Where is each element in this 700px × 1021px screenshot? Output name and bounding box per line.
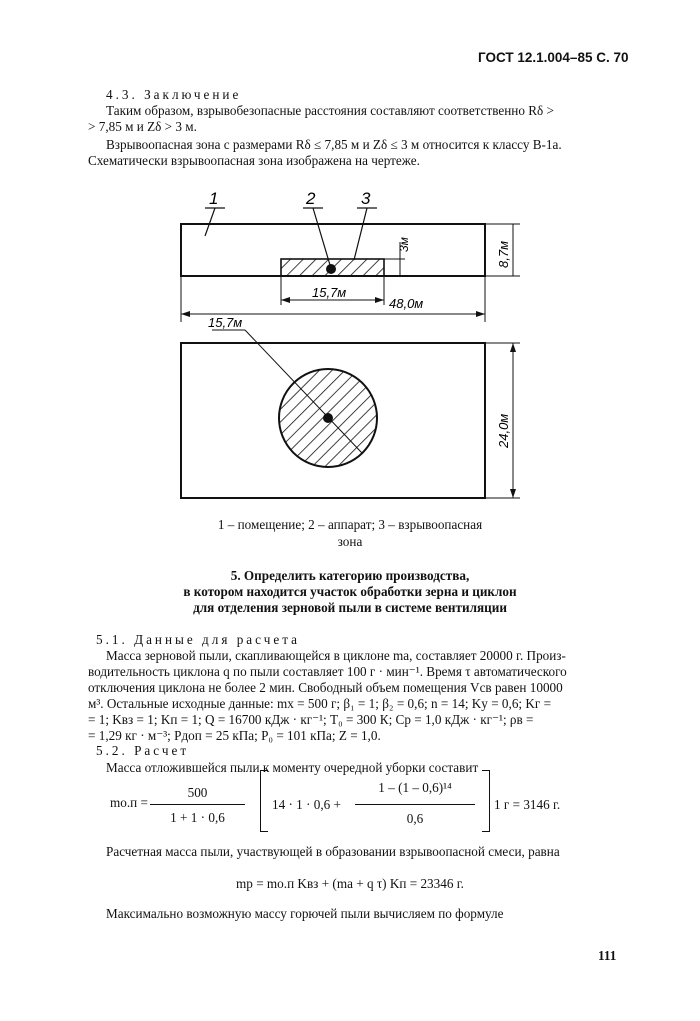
sec51-line-1: Масса зерновой пыли, скапливающейся в циклоне mа, составляет 20000 г. Произ-: [106, 648, 566, 663]
formula1-tail: 1 г = 3146 г.: [494, 797, 561, 812]
sec51-line-2: водительность циклона q по пыли составляет 100 г · мин⁻¹. Время τ автоматического: [88, 664, 567, 679]
formula1-den: 1 + 1 · 0,6: [170, 810, 225, 825]
label-1: 1: [209, 189, 219, 208]
sec51-line-6: = 1,29 кг · м⁻³; Pдоп = 25 кПа; P₀ = 101 кПа; Z = 1,0.: [88, 728, 381, 743]
formula1-inner-bar: [355, 804, 475, 805]
sec51-line-3: отключения циклона не более 2 мин. Свободный объем помещения Vсв равен 10000: [88, 680, 563, 695]
section-5-1-title: 5.1. Данные для расчета: [96, 632, 301, 647]
legend-line-1: 1 – помещение; 2 – аппарат; 3 – взрывоопасная: [217, 517, 483, 532]
formula-2: mр = mо.п Kвз + (mа + q τ) Kп = 23346 г.: [236, 876, 464, 891]
sec43-line-1: Таким образом, взрывобезопасные расстояния составляют соответственно Rδ >: [106, 103, 554, 118]
section-5-2-title: 5.2. Расчет: [96, 743, 190, 758]
formula1-lhs: mо.п =: [110, 795, 148, 810]
apparatus-elevation: [326, 264, 336, 274]
page-number: 111: [598, 948, 617, 963]
left-bracket: [260, 770, 268, 832]
sec43-line-4: Схематически взрывоопасная зона изображена на чертеже.: [88, 153, 420, 168]
formula1-inner-den: 0,6: [406, 811, 424, 826]
formula1-term: 14 · 1 · 0,6 +: [272, 797, 341, 812]
sec43-line-2: > 7,85 м и Zδ > 3 м.: [88, 119, 197, 134]
sec5-title-2: в котором находится участок обработки зерна и циклон: [183, 584, 517, 599]
sec5-title-1: 5. Определить категорию производства,: [230, 568, 470, 583]
right-bracket: [482, 770, 490, 832]
formula1-num: 500: [187, 785, 208, 800]
dim-8-7m: 8,7м: [496, 241, 511, 268]
dim-24m: 24,0м: [496, 413, 511, 448]
dim-3m: 3м: [397, 237, 411, 252]
sec51-line-5: = 1; Kвз = 1; Kп = 1; Q = 16700 кДж · кг⁻¹; T₀ = 300 К; Cр = 1,0 кДж · кг⁻¹; ρв =: [88, 712, 534, 727]
section-4-3-title: 4.3. Заключение: [106, 87, 242, 102]
dim-15-7m-b: 15,7м: [208, 315, 243, 330]
page-header: ГОСТ 12.1.004–85 С. 70: [478, 50, 629, 65]
formula1-inner-num: 1 – (1 – 0,6)¹⁴: [378, 780, 452, 795]
sec5-title-3: для отделения зерновой пыли в системе вентиляции: [193, 600, 507, 615]
dim-48m: 48,0м: [389, 296, 424, 311]
sec52-line-1: Масса отложившейся пыли к моменту очередной уборки составит: [106, 760, 479, 775]
para-max-mass: Максимально возможную массу горючей пыли вычисляем по формуле: [106, 906, 504, 921]
sec51-line-4: м³. Остальные исходные данные: mх = 500 г; β₁ = 1; β₂ = 0,6; n = 14; Kу = 0,6; Kг =: [88, 696, 552, 711]
legend-line-2: зона: [337, 534, 363, 549]
sec43-line-3: Взрывоопасная зона с размерами Rδ ≤ 7,85 м и Zδ ≤ 3 м относится к классу В-1а.: [106, 137, 562, 152]
formula1-fraction-bar: [150, 804, 245, 805]
label-2: 2: [306, 189, 316, 208]
explosion-zone-drawing: [0, 180, 700, 510]
dim-15-7m-a: 15,7м: [312, 285, 347, 300]
para-calc-mass: Расчетная масса пыли, участвующей в образовании взрывоопасной смеси, равна: [106, 844, 560, 859]
label-3: 3: [361, 189, 371, 208]
